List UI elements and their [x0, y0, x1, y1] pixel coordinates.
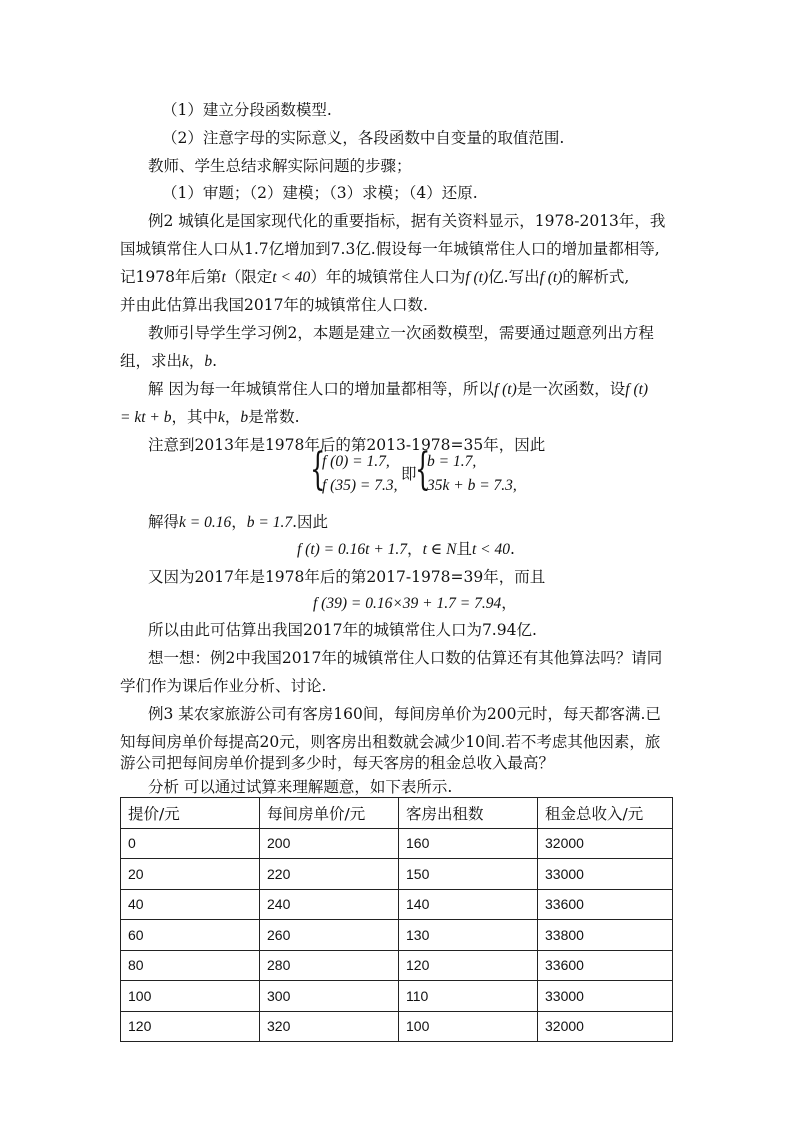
- text-line: 学们作为课后作业分析、讨论.: [120, 677, 327, 695]
- math-run: = kt + b: [120, 409, 172, 426]
- table-cell: 140: [399, 889, 538, 920]
- text-run: 亿.写出: [488, 268, 540, 286]
- data-table: [120, 797, 673, 1042]
- table-cell: 260: [260, 920, 399, 951]
- table-cell: 130: [399, 920, 538, 951]
- text-line: 并由此估算出我国2017年的城镇常住人口数.: [120, 296, 428, 314]
- column-header: 客房出租数: [399, 798, 538, 829]
- text-line: 又因为2017年是1978年后的第2017-1978=39年，而且: [148, 568, 546, 586]
- math-run: f (t) = 0.16t + 1.7: [297, 541, 408, 558]
- table-cell: 150: [399, 859, 538, 890]
- math-run: b = 1.7: [246, 514, 293, 531]
- math-run: f (39) = 0.16×39 + 1.7 = 7.94: [313, 595, 502, 612]
- table-cell: 32000: [538, 1011, 673, 1042]
- text-run: 且: [456, 540, 472, 558]
- math-run: t: [221, 269, 226, 286]
- left-brace: {: [310, 444, 326, 495]
- table-cell: 33000: [538, 859, 673, 890]
- table-cell: 40: [121, 889, 260, 920]
- text-run: 解 因为每一年城镇常住人口的增加量都相等，所以: [148, 380, 494, 398]
- math-run: k: [182, 353, 189, 370]
- text-line: [120, 350, 217, 373]
- text-line: 例3 某农家旅游公司有客房160间，每间房单价为200元时，每天都客满.已: [148, 705, 661, 723]
- table-row: [121, 920, 673, 951]
- text-run: ，: [231, 513, 247, 531]
- column-header: 租金总收入/元: [538, 798, 673, 829]
- math-run: k = 0.16: [179, 514, 232, 531]
- text-line: [120, 406, 300, 429]
- math-run: f (t): [539, 269, 563, 286]
- table-cell: 100: [399, 1011, 538, 1042]
- table-cell: 320: [260, 1011, 399, 1042]
- table-cell: 100: [121, 981, 260, 1012]
- math-run: t ∈ N: [422, 541, 457, 558]
- text-line: 国城镇常住人口从1.7亿增加到7.3亿.假设每一年城镇常住人口的增加量都相等,: [120, 240, 660, 258]
- text-run: ，其中: [171, 408, 218, 426]
- equation: b = 1.7,: [427, 453, 477, 470]
- table-cell: 160: [399, 828, 538, 859]
- table-cell: 33000: [538, 981, 673, 1012]
- text-run: ，: [501, 594, 517, 612]
- text-line: 例2 城镇化是国家现代化的重要指标，据有关资料显示，1978-2013年，我: [148, 212, 666, 230]
- table-cell: 20: [121, 859, 260, 890]
- table-cell: 200: [260, 828, 399, 859]
- text-line: 教师、学生总结求解实际问题的步骤；: [148, 157, 412, 175]
- text-line: （1）建立分段函数模型.: [162, 101, 332, 119]
- text-run: ，: [407, 540, 423, 558]
- table-cell: 0: [121, 828, 260, 859]
- table-cell: 80: [121, 950, 260, 981]
- math-run: f (t): [625, 381, 649, 398]
- text-line: 游公司把每间房单价提到多少时，每天客房的租金总收入最高？: [120, 754, 555, 772]
- equation: f (35) = 7.3,: [322, 477, 398, 494]
- text-run: ）年的城镇常住人口为: [310, 268, 466, 286]
- math-run: f (t): [493, 381, 517, 398]
- math-run: t < 40: [272, 269, 311, 286]
- text-line: [148, 378, 648, 401]
- text-line: [313, 592, 517, 615]
- text-line: [120, 266, 629, 289]
- table-cell: 60: [121, 920, 260, 951]
- equation: f (0) = 1.7,: [322, 453, 390, 470]
- text-line: 分析 可以通过试算来理解题意，如下表所示.: [148, 778, 453, 796]
- text-run: ，: [188, 352, 205, 370]
- text-line: 教师引导学生学习例2，本题是建立一次函数模型，需要通过题意列出方程: [148, 324, 654, 342]
- text-line: 注意到2013年是1978年后的第2013-1978=35年，因此: [148, 436, 546, 454]
- table-cell: 120: [121, 1011, 260, 1042]
- text-run: .因此: [292, 513, 329, 531]
- text-run: 是一次函数，设: [516, 380, 626, 398]
- table-cell: 300: [260, 981, 399, 1012]
- table-cell: 220: [260, 859, 399, 890]
- table-header-row: [121, 798, 673, 829]
- table-row: [121, 828, 673, 859]
- text-run: 是常数.: [248, 408, 300, 426]
- text-run: .: [509, 540, 515, 558]
- table-row: [121, 981, 673, 1012]
- text-run: 组，求出: [120, 352, 183, 370]
- text-run: .: [212, 352, 218, 370]
- math-run: t < 40: [471, 541, 510, 558]
- text-run: （限定: [225, 268, 273, 286]
- math-run: b: [204, 353, 213, 370]
- column-header: 每间房单价/元: [260, 798, 399, 829]
- column-header: 提价/元: [121, 798, 260, 829]
- text-line: 知每间房单价每提高20元，则客房出租数就会减少10间.若不考虑其他因素，旅: [120, 733, 661, 751]
- text-line: 即: [401, 465, 417, 483]
- text-line: （2）注意字母的实际意义，各段函数中自变量的取值范围.: [162, 129, 565, 147]
- text-run: 记1978年后第: [120, 268, 222, 286]
- table-cell: 280: [260, 950, 399, 981]
- text-line: 所以由此可估算出我国2017年的城镇常住人口为7.94亿.: [148, 621, 537, 639]
- table-row: [121, 859, 673, 890]
- table-cell: 33600: [538, 889, 673, 920]
- table-row: [121, 950, 673, 981]
- table-row: [121, 889, 673, 920]
- table-cell: 33600: [538, 950, 673, 981]
- table-cell: 110: [399, 981, 538, 1012]
- table-cell: 240: [260, 889, 399, 920]
- table-cell: 33800: [538, 920, 673, 951]
- equation: 35k + b = 7.3,: [427, 477, 517, 494]
- table-cell: 120: [399, 950, 538, 981]
- text-line: [297, 538, 515, 561]
- math-run: f (t): [465, 269, 489, 286]
- left-brace: {: [415, 444, 431, 495]
- table-row: [121, 1011, 673, 1042]
- text-line: [148, 511, 328, 534]
- text-run: 解得: [148, 513, 180, 531]
- math-run: b: [240, 409, 249, 426]
- text-line: （1）审题；（2）建模；（3）求模；（4）还原.: [162, 184, 478, 202]
- text-run: 的解析式,: [562, 268, 630, 286]
- text-run: ，: [224, 408, 241, 426]
- text-line: 想一想：例2中我国2017年的城镇常住人口数的估算还有其他算法吗？请同: [148, 649, 663, 667]
- table-cell: 32000: [538, 828, 673, 859]
- math-run: k: [218, 409, 225, 426]
